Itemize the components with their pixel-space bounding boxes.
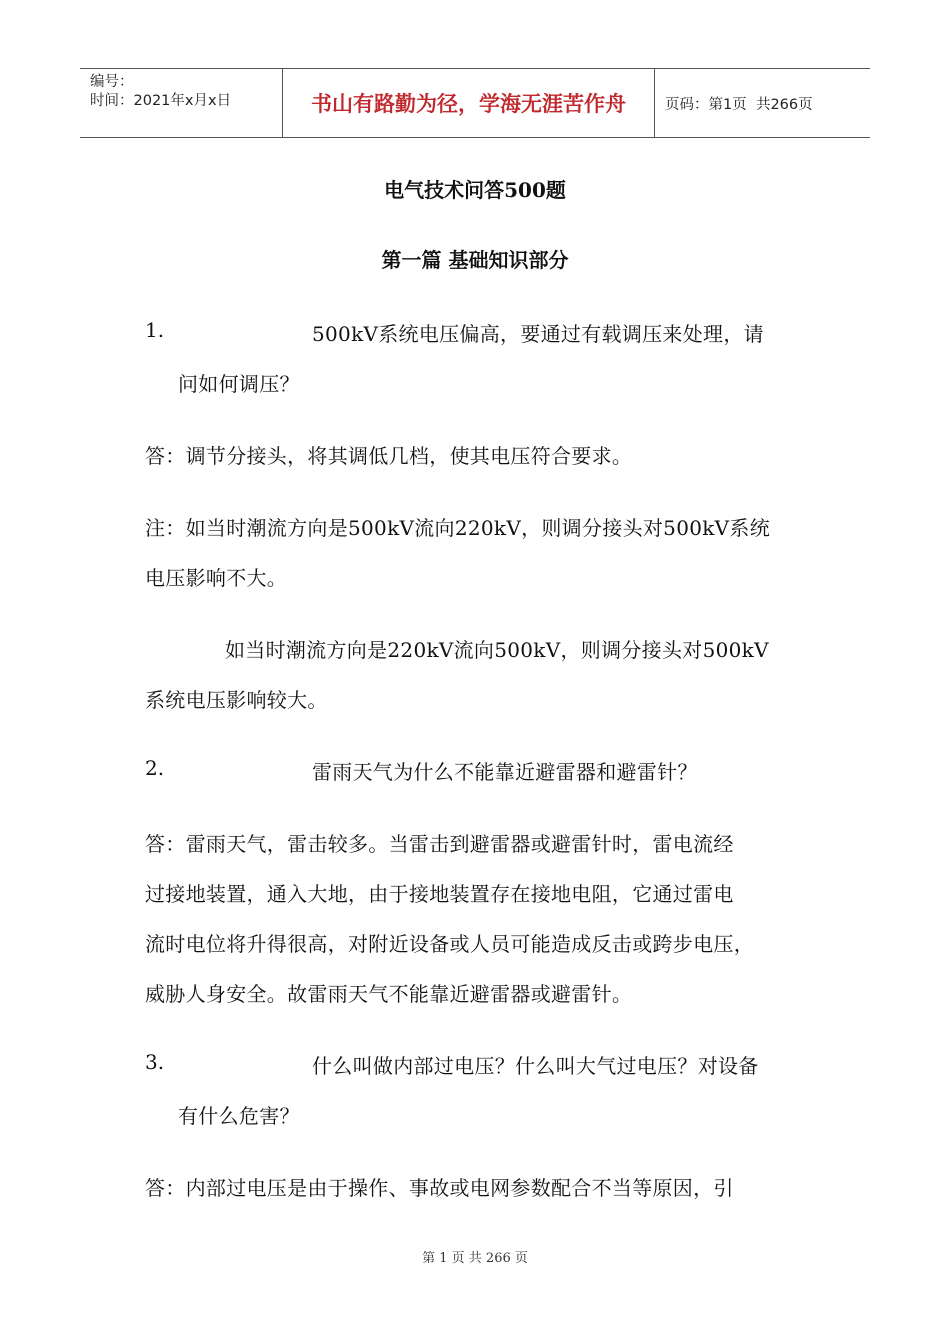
page-info-text: 页码：第1页 共266页 [665, 96, 813, 113]
note-text-cont: 系统电压影响较大。 [145, 688, 328, 712]
note-text: 注：如当时潮流方向是500kV流向220kV，则调分接头对500kV系统 [145, 516, 771, 540]
note-text: 如当时潮流方向是220kV流向500kV，则调分接头对500kV [225, 638, 769, 662]
question-text-cont: 问如何调压？ [178, 372, 300, 396]
header-motto: 书山有路勤为径，学海无涯苦作舟 [282, 69, 655, 137]
page-footer: 第 1 页 共 266 页 [422, 1251, 528, 1266]
answer-text-cont: 流时电位将升得很高，对附近设备或人员可能造成反击或跨步电压， [145, 932, 754, 956]
date-label: 时间：2021年x月x日 [90, 93, 232, 109]
answer-text: 答：雷雨天气，雷击较多。当雷击到避雷器或避雷针时，雷电流经 [145, 832, 734, 856]
page-header [80, 68, 870, 138]
header-page-info [655, 69, 870, 137]
answer-text-cont: 威胁人身安全。故雷雨天气不能靠近避雷器或避雷针。 [145, 982, 633, 1006]
answer-text-cont: 过接地装置，通入大地，由于接地装置存在接地电阻，它通过雷电 [145, 882, 734, 906]
question-number: 3. [145, 1050, 165, 1074]
serial-label: 编号： [90, 74, 134, 90]
question-number: 1. [145, 318, 165, 342]
question-text: 500kV系统电压偏高，要通过有载调压来处理，请 [312, 322, 764, 346]
answer-text: 答：内部过电压是由于操作、事故或电网参数配合不当等原因，引 [145, 1176, 734, 1200]
question-text-cont: 有什么危害？ [178, 1104, 300, 1128]
question-text: 雷雨天气为什么不能靠近避雷器和避雷针？ [312, 760, 698, 784]
document-title: 电气技术问答500题 [384, 178, 566, 202]
note-text-cont: 电压影响不大。 [145, 566, 288, 590]
question-number: 2. [145, 756, 165, 780]
header-meta [80, 69, 282, 137]
section-title: 第一篇 基础知识部分 [381, 248, 569, 272]
question-text: 什么叫做内部过电压？什么叫大气过电压？对设备 [312, 1054, 759, 1078]
answer-text: 答：调节分接头，将其调低几档，使其电压符合要求。 [145, 444, 633, 468]
